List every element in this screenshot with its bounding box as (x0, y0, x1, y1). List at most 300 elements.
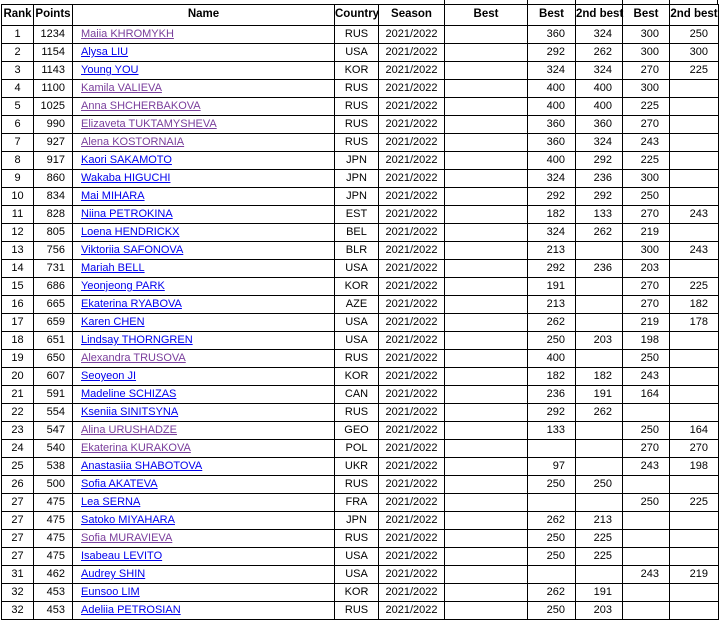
skater-link[interactable]: Madeline SCHIZAS (81, 388, 177, 400)
best-1-cell: 324 (528, 170, 576, 188)
skater-link[interactable]: Kseniia SINITSYNA (81, 406, 179, 418)
col-header-best-1: Best (528, 5, 576, 26)
points-cell: 475 (34, 530, 73, 548)
skater-link[interactable]: Sofia MURAVIEVA (81, 532, 173, 544)
rank-cell: 1 (2, 26, 34, 44)
best-2-cell: 243 (623, 368, 670, 386)
second-best-2-cell (670, 188, 719, 206)
col-header-best-2: Best (623, 5, 670, 26)
skater-link[interactable]: Karen CHEN (81, 316, 145, 328)
second-best-1-cell: 225 (576, 530, 623, 548)
best-wide-cell (445, 170, 528, 188)
country-cell: USA (335, 260, 379, 278)
second-best-2-cell (670, 98, 719, 116)
second-best-2-cell (670, 260, 719, 278)
season-cell: 2021/2022 (379, 386, 445, 404)
country-cell: RUS (335, 350, 379, 368)
country-cell: RUS (335, 116, 379, 134)
best-1-cell: 360 (528, 134, 576, 152)
table-row (2, 548, 719, 566)
season-cell: 2021/2022 (379, 278, 445, 296)
skater-link[interactable]: Lindsay THORNGREN (81, 334, 193, 346)
points-cell: 990 (34, 116, 73, 134)
second-best-1-cell: 324 (576, 134, 623, 152)
season-cell: 2021/2022 (379, 458, 445, 476)
name-cell (73, 566, 335, 584)
best-2-cell (623, 584, 670, 602)
season-cell: 2021/2022 (379, 224, 445, 242)
points-cell: 591 (34, 386, 73, 404)
country-cell: KOR (335, 368, 379, 386)
country-cell: BEL (335, 224, 379, 242)
skater-link[interactable]: Loena HENDRICKX (81, 226, 180, 238)
best-2-cell: 270 (623, 116, 670, 134)
rank-cell: 19 (2, 350, 34, 368)
best-2-cell: 300 (623, 80, 670, 98)
skater-link[interactable]: Elizaveta TUKTAMYSHEVA (81, 118, 217, 130)
rank-cell: 24 (2, 440, 34, 458)
skater-link[interactable]: Eunsoo LIM (81, 586, 140, 598)
best-wide-cell (445, 242, 528, 260)
skater-link[interactable]: Yeonjeong PARK (81, 280, 165, 292)
second-best-1-cell: 400 (576, 80, 623, 98)
second-best-2-cell: 243 (670, 242, 719, 260)
country-cell: BLR (335, 242, 379, 260)
second-best-2-cell (670, 134, 719, 152)
season-cell: 2021/2022 (379, 332, 445, 350)
skater-link[interactable]: Sofia AKATEVA (81, 478, 158, 490)
skater-link[interactable]: Niina PETROKINA (81, 208, 173, 220)
skater-link[interactable]: Kamila VALIEVA (81, 82, 162, 94)
rank-cell: 14 (2, 260, 34, 278)
skater-link[interactable]: Seoyeon JI (81, 370, 137, 382)
skater-link[interactable]: Lea SERNA (81, 496, 141, 508)
name-cell (73, 26, 335, 44)
table-row (2, 296, 719, 314)
country-cell: USA (335, 314, 379, 332)
best-wide-cell (445, 278, 528, 296)
best-1-cell: 360 (528, 26, 576, 44)
skater-link[interactable]: Alina URUSHADZE (81, 424, 177, 436)
best-2-cell: 243 (623, 566, 670, 584)
best-2-cell: 300 (623, 170, 670, 188)
table-row (2, 260, 719, 278)
rank-cell: 5 (2, 98, 34, 116)
best-2-cell: 270 (623, 62, 670, 80)
rank-cell: 17 (2, 314, 34, 332)
season-cell: 2021/2022 (379, 80, 445, 98)
table-row (2, 98, 719, 116)
points-cell: 650 (34, 350, 73, 368)
rank-cell: 9 (2, 170, 34, 188)
name-cell (73, 386, 335, 404)
country-cell: RUS (335, 98, 379, 116)
points-cell: 917 (34, 152, 73, 170)
name-cell (73, 224, 335, 242)
table-row (2, 476, 719, 494)
best-2-cell (623, 404, 670, 422)
best-wide-cell (445, 314, 528, 332)
season-cell: 2021/2022 (379, 26, 445, 44)
second-best-2-cell (670, 152, 719, 170)
best-2-cell: 225 (623, 152, 670, 170)
rank-cell: 22 (2, 404, 34, 422)
name-cell (73, 422, 335, 440)
best-wide-cell (445, 62, 528, 80)
best-wide-cell (445, 368, 528, 386)
skater-link[interactable]: Wakaba HIGUCHI (81, 172, 171, 184)
rank-cell: 27 (2, 512, 34, 530)
skater-link[interactable]: Alexandra TRUSOVA (81, 352, 186, 364)
second-best-2-cell: 164 (670, 422, 719, 440)
season-cell: 2021/2022 (379, 350, 445, 368)
best-wide-cell (445, 512, 528, 530)
best-2-cell: 219 (623, 224, 670, 242)
season-cell: 2021/2022 (379, 188, 445, 206)
best-wide-cell (445, 44, 528, 62)
name-cell (73, 44, 335, 62)
name-cell (73, 548, 335, 566)
points-cell: 462 (34, 566, 73, 584)
table-row (2, 386, 719, 404)
rank-cell: 20 (2, 368, 34, 386)
best-wide-cell (445, 602, 528, 620)
name-cell (73, 476, 335, 494)
country-cell: RUS (335, 602, 379, 620)
country-cell: JPN (335, 188, 379, 206)
season-cell: 2021/2022 (379, 602, 445, 620)
table-row (2, 422, 719, 440)
best-2-cell: 300 (623, 242, 670, 260)
rank-cell: 32 (2, 602, 34, 620)
second-best-1-cell: 262 (576, 404, 623, 422)
second-best-2-cell: 178 (670, 314, 719, 332)
season-cell: 2021/2022 (379, 548, 445, 566)
country-cell: JPN (335, 170, 379, 188)
second-best-2-cell (670, 530, 719, 548)
skater-link[interactable]: Maiia KHROMYKH (81, 28, 174, 40)
second-best-1-cell: 191 (576, 386, 623, 404)
skater-link[interactable]: Anna SHCHERBAKOVA (81, 100, 201, 112)
second-best-2-cell (670, 224, 719, 242)
table-row (2, 368, 719, 386)
second-best-1-cell (576, 422, 623, 440)
best-1-cell: 262 (528, 584, 576, 602)
skater-link[interactable]: Alena KOSTORNAIA (81, 136, 185, 148)
table-row (2, 512, 719, 530)
best-1-cell: 250 (528, 332, 576, 350)
skater-link[interactable]: Alysa LIU (81, 46, 129, 58)
second-best-1-cell: 203 (576, 332, 623, 350)
second-best-2-cell (670, 602, 719, 620)
points-cell: 828 (34, 206, 73, 224)
season-cell: 2021/2022 (379, 368, 445, 386)
points-cell: 1154 (34, 44, 73, 62)
second-best-2-cell: 182 (670, 296, 719, 314)
table-row (2, 242, 719, 260)
skater-link[interactable]: Satoko MIYAHARA (81, 514, 175, 526)
rank-cell: 11 (2, 206, 34, 224)
second-best-1-cell (576, 296, 623, 314)
best-wide-cell (445, 494, 528, 512)
season-cell: 2021/2022 (379, 116, 445, 134)
skater-link[interactable]: Ekaterina KURAKOVA (81, 442, 191, 454)
skater-link[interactable]: Viktoriia SAFONOVA (81, 244, 184, 256)
points-cell: 665 (34, 296, 73, 314)
best-2-cell (623, 476, 670, 494)
second-best-2-cell: 250 (670, 26, 719, 44)
points-cell: 756 (34, 242, 73, 260)
points-cell: 1234 (34, 26, 73, 44)
second-best-1-cell: 236 (576, 260, 623, 278)
table-row (2, 224, 719, 242)
country-cell: USA (335, 44, 379, 62)
second-best-1-cell: 225 (576, 548, 623, 566)
season-cell: 2021/2022 (379, 242, 445, 260)
table-row (2, 206, 719, 224)
points-cell: 1100 (34, 80, 73, 98)
second-best-2-cell: 219 (670, 566, 719, 584)
name-cell (73, 152, 335, 170)
best-1-cell: 292 (528, 260, 576, 278)
second-best-1-cell: 360 (576, 116, 623, 134)
best-2-cell: 225 (623, 98, 670, 116)
best-1-cell: 360 (528, 116, 576, 134)
best-wide-cell (445, 440, 528, 458)
points-cell: 453 (34, 602, 73, 620)
table-body (2, 26, 719, 620)
col-header-best-wide: Best (445, 5, 528, 26)
country-cell: USA (335, 548, 379, 566)
skater-link[interactable]: Mariah BELL (81, 262, 145, 274)
second-best-2-cell (670, 332, 719, 350)
name-cell (73, 512, 335, 530)
skater-link[interactable]: Isabeau LEVITO (81, 550, 163, 562)
best-2-cell: 270 (623, 278, 670, 296)
second-best-2-cell (670, 170, 719, 188)
table-row (2, 44, 719, 62)
best-1-cell: 213 (528, 296, 576, 314)
best-2-cell (623, 512, 670, 530)
best-wide-cell (445, 80, 528, 98)
country-cell: JPN (335, 512, 379, 530)
table-row (2, 494, 719, 512)
second-best-2-cell: 243 (670, 206, 719, 224)
best-2-cell: 250 (623, 188, 670, 206)
skater-link[interactable]: Audrey SHIN (81, 568, 146, 580)
skater-link[interactable]: Mai MIHARA (81, 190, 145, 202)
best-wide-cell (445, 548, 528, 566)
col-header-2nd-best-1: 2nd best (576, 5, 623, 26)
name-cell (73, 62, 335, 80)
best-2-cell: 164 (623, 386, 670, 404)
name-cell (73, 494, 335, 512)
name-cell (73, 134, 335, 152)
name-cell (73, 260, 335, 278)
points-cell: 475 (34, 548, 73, 566)
name-cell (73, 278, 335, 296)
table-row (2, 26, 719, 44)
points-cell: 475 (34, 494, 73, 512)
name-cell (73, 80, 335, 98)
table-row (2, 584, 719, 602)
best-2-cell: 203 (623, 260, 670, 278)
second-best-2-cell: 300 (670, 44, 719, 62)
col-header-name: Name (73, 5, 335, 26)
country-cell: RUS (335, 134, 379, 152)
rank-cell: 3 (2, 62, 34, 80)
rank-cell: 31 (2, 566, 34, 584)
best-wide-cell (445, 296, 528, 314)
best-1-cell (528, 494, 576, 512)
season-cell: 2021/2022 (379, 134, 445, 152)
country-cell: FRA (335, 494, 379, 512)
season-cell: 2021/2022 (379, 296, 445, 314)
skater-link[interactable]: Adeliia PETROSIAN (81, 604, 181, 616)
rank-cell: 21 (2, 386, 34, 404)
rank-cell: 25 (2, 458, 34, 476)
second-best-1-cell: 324 (576, 26, 623, 44)
points-cell: 1143 (34, 62, 73, 80)
name-cell (73, 584, 335, 602)
second-best-1-cell (576, 242, 623, 260)
country-cell: RUS (335, 530, 379, 548)
best-1-cell: 250 (528, 476, 576, 494)
best-1-cell: 236 (528, 386, 576, 404)
season-cell: 2021/2022 (379, 98, 445, 116)
table-row (2, 134, 719, 152)
best-2-cell (623, 530, 670, 548)
second-best-1-cell: 191 (576, 584, 623, 602)
season-cell: 2021/2022 (379, 422, 445, 440)
rank-cell: 27 (2, 494, 34, 512)
rank-cell: 6 (2, 116, 34, 134)
second-best-1-cell: 324 (576, 62, 623, 80)
rank-cell: 4 (2, 80, 34, 98)
points-cell: 686 (34, 278, 73, 296)
second-best-1-cell: 133 (576, 206, 623, 224)
col-header-points: Points (34, 5, 73, 26)
points-cell: 659 (34, 314, 73, 332)
best-2-cell: 198 (623, 332, 670, 350)
name-cell (73, 404, 335, 422)
best-1-cell: 324 (528, 62, 576, 80)
second-best-2-cell (670, 584, 719, 602)
season-cell: 2021/2022 (379, 170, 445, 188)
season-cell: 2021/2022 (379, 206, 445, 224)
second-best-1-cell: 262 (576, 44, 623, 62)
name-cell (73, 170, 335, 188)
table-row (2, 278, 719, 296)
table-row (2, 188, 719, 206)
skater-link[interactable]: Kaori SAKAMOTO (81, 154, 172, 166)
rank-cell: 13 (2, 242, 34, 260)
best-wide-cell (445, 584, 528, 602)
name-cell (73, 530, 335, 548)
best-1-cell: 213 (528, 242, 576, 260)
country-cell: EST (335, 206, 379, 224)
table-row (2, 404, 719, 422)
name-cell (73, 350, 335, 368)
points-cell: 538 (34, 458, 73, 476)
season-cell: 2021/2022 (379, 512, 445, 530)
season-cell: 2021/2022 (379, 476, 445, 494)
country-cell: RUS (335, 404, 379, 422)
second-best-1-cell (576, 566, 623, 584)
best-1-cell: 262 (528, 512, 576, 530)
table-row (2, 530, 719, 548)
second-best-2-cell (670, 476, 719, 494)
best-wide-cell (445, 566, 528, 584)
country-cell: POL (335, 440, 379, 458)
second-best-2-cell (670, 80, 719, 98)
skater-link[interactable]: Young YOU (81, 64, 139, 76)
second-best-1-cell (576, 350, 623, 368)
col-header-season: Season (379, 5, 445, 26)
second-best-2-cell: 225 (670, 494, 719, 512)
best-2-cell (623, 548, 670, 566)
points-cell: 500 (34, 476, 73, 494)
table-row (2, 458, 719, 476)
points-cell: 475 (34, 512, 73, 530)
best-2-cell (623, 602, 670, 620)
table-row (2, 116, 719, 134)
season-cell: 2021/2022 (379, 566, 445, 584)
best-1-cell: 250 (528, 530, 576, 548)
header-row (2, 5, 719, 26)
col-header-rank: Rank (2, 5, 34, 26)
second-best-2-cell (670, 368, 719, 386)
second-best-1-cell: 182 (576, 368, 623, 386)
second-best-1-cell (576, 278, 623, 296)
col-header-country: Country (335, 5, 379, 26)
second-best-2-cell: 225 (670, 62, 719, 80)
best-wide-cell (445, 116, 528, 134)
best-1-cell: 400 (528, 98, 576, 116)
country-cell: GEO (335, 422, 379, 440)
table-row (2, 566, 719, 584)
best-wide-cell (445, 188, 528, 206)
skater-link[interactable]: Anastasiia SHABOTOVA (81, 460, 203, 472)
points-cell: 453 (34, 584, 73, 602)
country-cell: USA (335, 566, 379, 584)
best-2-cell: 300 (623, 26, 670, 44)
name-cell (73, 314, 335, 332)
second-best-2-cell: 270 (670, 440, 719, 458)
table-row (2, 80, 719, 98)
second-best-2-cell (670, 512, 719, 530)
best-wide-cell (445, 224, 528, 242)
best-1-cell: 400 (528, 152, 576, 170)
second-best-2-cell (670, 404, 719, 422)
rank-cell: 27 (2, 548, 34, 566)
skater-link[interactable]: Ekaterina RYABOVA (81, 298, 182, 310)
second-best-1-cell: 236 (576, 170, 623, 188)
season-cell: 2021/2022 (379, 584, 445, 602)
best-1-cell: 250 (528, 548, 576, 566)
country-cell: RUS (335, 80, 379, 98)
table-row (2, 332, 719, 350)
best-wide-cell (445, 206, 528, 224)
season-cell: 2021/2022 (379, 530, 445, 548)
best-1-cell: 182 (528, 206, 576, 224)
table-row (2, 350, 719, 368)
points-cell: 651 (34, 332, 73, 350)
best-wide-cell (445, 98, 528, 116)
second-best-2-cell (670, 386, 719, 404)
best-1-cell: 97 (528, 458, 576, 476)
name-cell (73, 98, 335, 116)
